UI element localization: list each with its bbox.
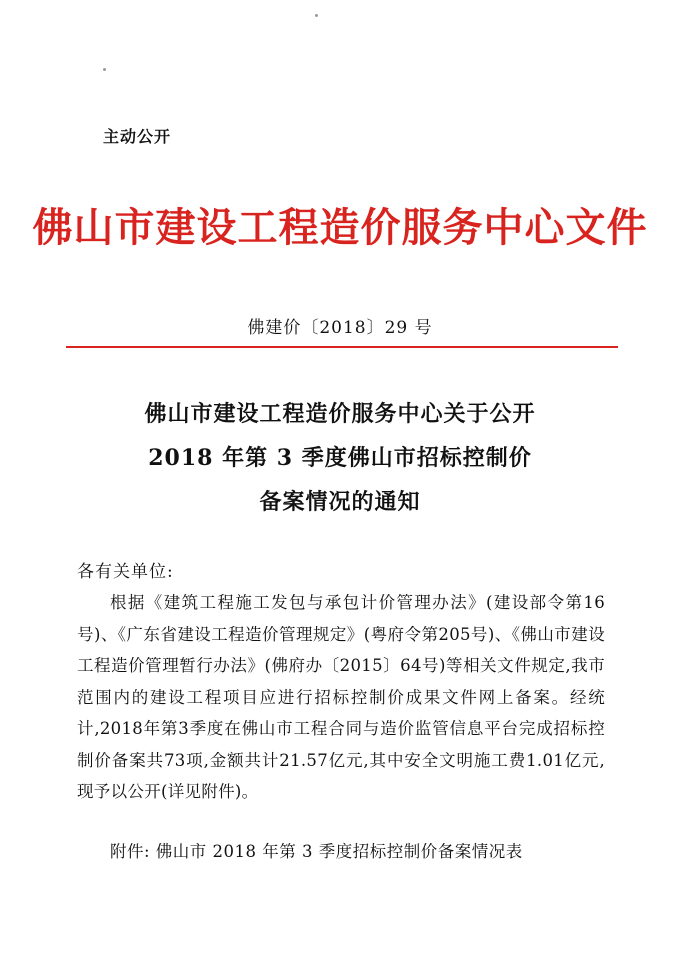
body-paragraph: 根据《建筑工程施工发包与承包计价管理办法》(建设部令第16号)、《广东省建设工程造价管理规定》(粤府令第205号)、《佛山市建设工程造价管理暂行办法》(佛府办〔2015〕64号)等相关文件规定,我市范围内的建设工程项目应进行招标控制价成果文件网上备案。经统计,2018年第3季度在佛山市工程合同与造价监管信息平台完成招标控制价备案共73项,金额共计21.57亿元,其中安全文明施工费1.01亿元,现予以公开(详见附件)。: [77, 593, 605, 801]
document-number: 佛建价〔2018〕29 号: [247, 318, 433, 338]
notice-title-line-1: 佛山市建设工程造价服务中心关于公开: [144, 401, 536, 427]
notice-title-line-2: 2018 年第 3 季度佛山市招标控制价: [148, 445, 532, 471]
attachment-line: 附件: 佛山市 2018 年第 3 季度招标控制价备案情况表: [110, 842, 523, 861]
salutation: 各有关单位:: [77, 562, 174, 582]
notice-title-line-3: 备案情况的通知: [259, 489, 421, 515]
disclosure-label: 主动公开: [103, 127, 172, 146]
scan-speck: [103, 68, 106, 71]
scan-speck: [315, 14, 318, 17]
organization-header: 佛山市建设工程造价服务中心文件: [32, 204, 648, 251]
red-divider-line: [66, 346, 618, 348]
